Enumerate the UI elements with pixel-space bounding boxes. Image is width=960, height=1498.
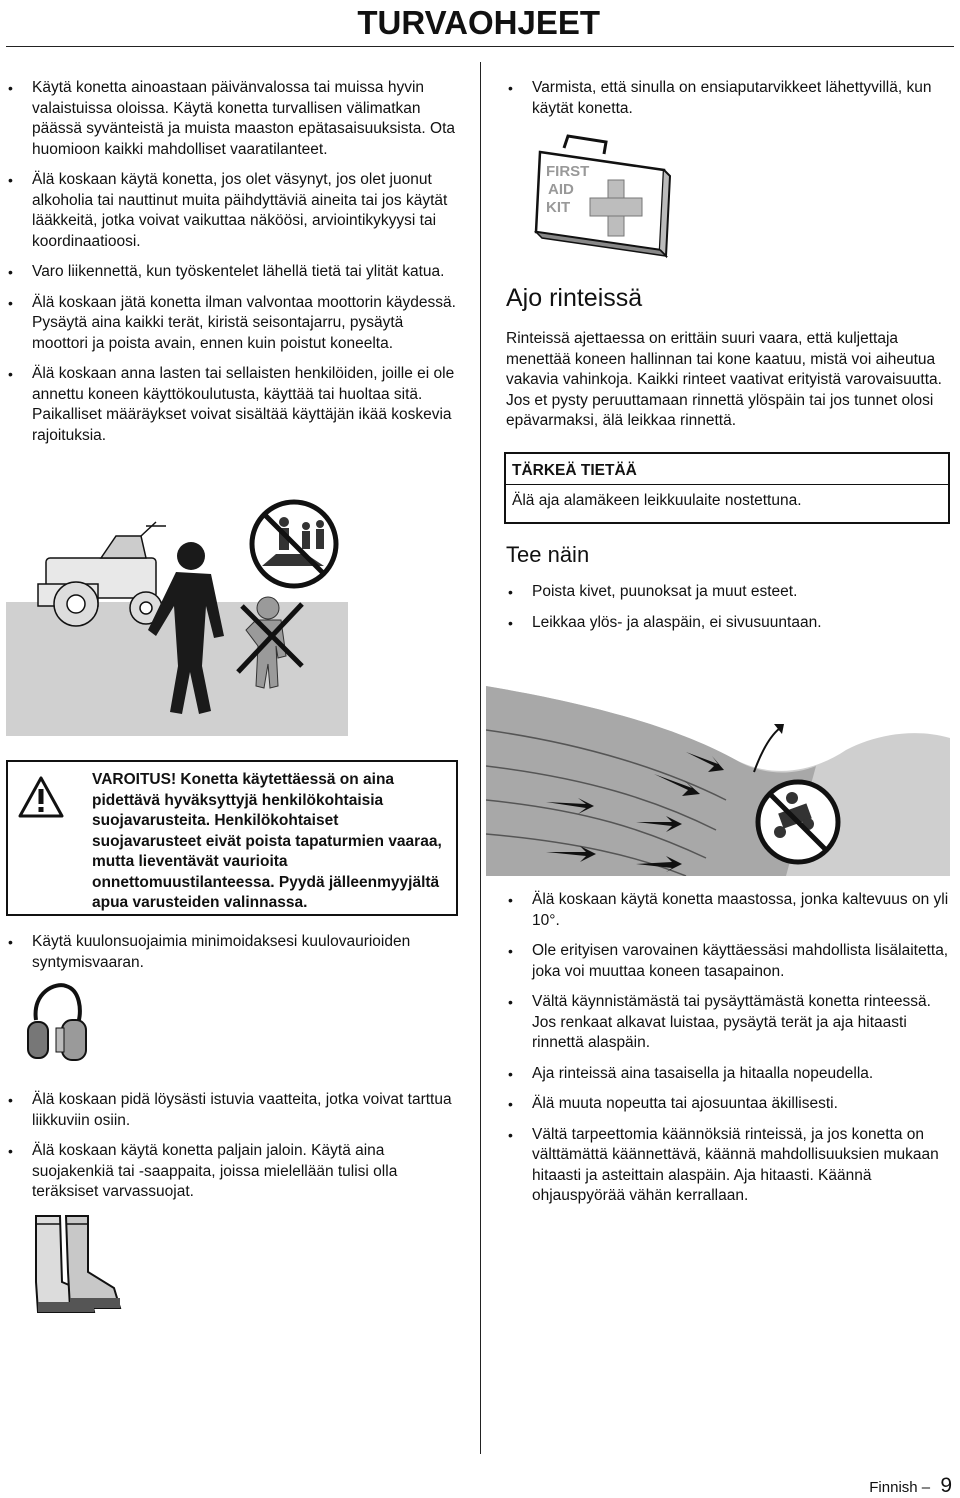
safety-boots-icon	[30, 1212, 130, 1316]
slopes-paragraph: Rinteissä ajettaessa on erittäin suuri vaara, että kuljettaja menettää koneen hallinnan tai kone kaatuu, mistä voi aiheutua vakavia vahinkoja. Kaikki rinteet vaativat erityistä varovaisuutta. Jos et pysty peruuttamaan rinnettä ylöspäin tai jos tunnet olosi epävarmaksi, älä leikkaa rinnettä.	[506, 330, 942, 429]
list-item: • Leikkaa ylös- ja alaspäin, ei sivusuuntaan.	[506, 613, 956, 634]
firstaid-text-2: AID	[548, 181, 574, 198]
list-item: • Älä koskaan käytä konetta maastossa, jonka kaltevuus on yli 10°.	[506, 890, 956, 931]
right-bullet-firstaid	[506, 78, 956, 129]
list-item: • Vältä tarpeettomia käännöksiä rinteissä, ja jos konetta on välttämättä käännettävä, käännä mahdollisuuksien mukaan hitaasti ja asteittain alaspäin. Aja hitaasti. Käännä ohjauspyörää vähän kerrallaan.	[506, 1125, 956, 1207]
right-bullets-bottom	[506, 890, 956, 1217]
no-sideways-driving-icon	[758, 782, 838, 862]
list-item: • Älä koskaan pidä löysästi istuvia vaatteita, jotka voivat tarttua liikkuviin osiin.	[6, 1090, 460, 1131]
important-body: Älä aja alamäkeen leikkuulaite nostettuna.	[512, 492, 802, 509]
left-bullet-hearing	[6, 932, 460, 983]
list-item: • Älä koskaan käytä konetta paljain jaloin. Käytä aina suojakenkiä tai -saappaita, joissa mielellään tulisi olla teräksiset varvassuojat.	[6, 1141, 460, 1203]
list-item: • Poista kivet, puunoksat ja muut esteet.	[506, 582, 956, 603]
page-footer	[869, 1474, 952, 1498]
firstaid-text-1: FIRST	[546, 163, 590, 180]
do-heading: Tee näin	[506, 542, 590, 567]
prohibition-sign-icon	[252, 502, 336, 586]
warning-triangle-icon	[18, 776, 64, 818]
curve-arrow-icon	[754, 728, 780, 772]
left-bullets-top	[6, 78, 460, 456]
slopes-heading: Ajo rinteissä	[506, 284, 643, 312]
children-near-mower-illustration	[6, 496, 348, 736]
first-aid-kit-icon	[534, 132, 674, 262]
list-item: • Käytä kuulonsuojaimia minimoidaksesi kuulovaurioiden syntymisvaaran.	[6, 932, 460, 973]
important-title: TÄRKEÄ TIETÄÄ	[506, 454, 948, 485]
list-item: • Varo liikennettä, kun työskentelet lähellä tietä tai ylität katua.	[6, 262, 460, 283]
list-item: • Älä koskaan jätä konetta ilman valvontaa moottorin käydessä. Pysäytä aina kaikki terät, kiristä seisontajarru, pysäytä moottori ja poista avain, ennen kuin poistut koneelta.	[6, 293, 460, 355]
list-item: • Älä koskaan käytä konetta, jos olet väsynyt, jos olet juonut alkoholia tai nauttinut muita päihdyttäviä aineita tai jos käytät lääkkeitä, jotka voivat vaikuttaa näköösi, arviointikykyysi tai koordinaatioosi.	[6, 170, 460, 252]
list-item: • Älä muuta nopeutta tai ajosuuntaa äkillisesti.	[506, 1094, 956, 1115]
slope-mowing-illustration	[486, 680, 950, 876]
important-notice	[504, 452, 950, 524]
page-title: TURVAOHJEET	[357, 4, 600, 41]
do-bullets	[506, 582, 956, 643]
list-item: • Käytä konetta ainoastaan päivänvalossa tai muissa hyvin valaistuissa oloissa. Käytä konetta turvallisen välimatkan päässä syvänteistä ja muista maaston epätasaisuuksista. Ota huomioon kaikki mahdolliset vaaratilanteet.	[6, 78, 460, 160]
list-item: • Aja rinteissä aina tasaisella ja hitaalla nopeudella.	[506, 1064, 956, 1085]
firstaid-text-3: KIT	[546, 199, 571, 216]
warning-text: VAROITUS! Konetta käytettäessä on aina pidettävä hyväksyttyjä henkilökohtaisia suojavarusteita. Henkilökohtaiset suojavarusteet eivät poista tapaturmien vaaraa, mutta lieventävät vaurioita onnettomuustilanteessa. Pyydä jälleenmyyjältä apua varusteiden valinnassa.	[92, 771, 442, 911]
list-item: • Varmista, että sinulla on ensiaputarvikkeet lähettyvillä, kun käytät konetta.	[506, 78, 956, 119]
list-item: • Ole erityisen varovainen käyttäessäsi mahdollista lisälaitetta, joka voi muuttaa koneen tasapainon.	[506, 941, 956, 982]
column-divider	[480, 62, 481, 1454]
left-bullets-bottom	[6, 1090, 460, 1213]
footer-language: Finnish	[869, 1479, 918, 1496]
warning-box	[6, 760, 458, 916]
footer-separator: –	[921, 1479, 931, 1496]
list-item: • Älä koskaan anna lasten tai sellaisten henkilöiden, joille ei ole annettu koneen käyttökoulutusta, käyttää tai huoltaa sitä. Paikalliset määräykset voivat sisältää käyttäjän ikää koskevia rajoituksia.	[6, 364, 460, 446]
list-item: • Vältä käynnistämästä tai pysäyttämästä konetta rinteessä. Jos renkaat alkavat luistaa, pysäytä terät ja aja hitaasti rinnettä alaspäin.	[506, 992, 956, 1054]
page-number: 9	[940, 1474, 952, 1497]
ear-protector-icon	[26, 980, 96, 1068]
page-header	[6, 0, 954, 47]
